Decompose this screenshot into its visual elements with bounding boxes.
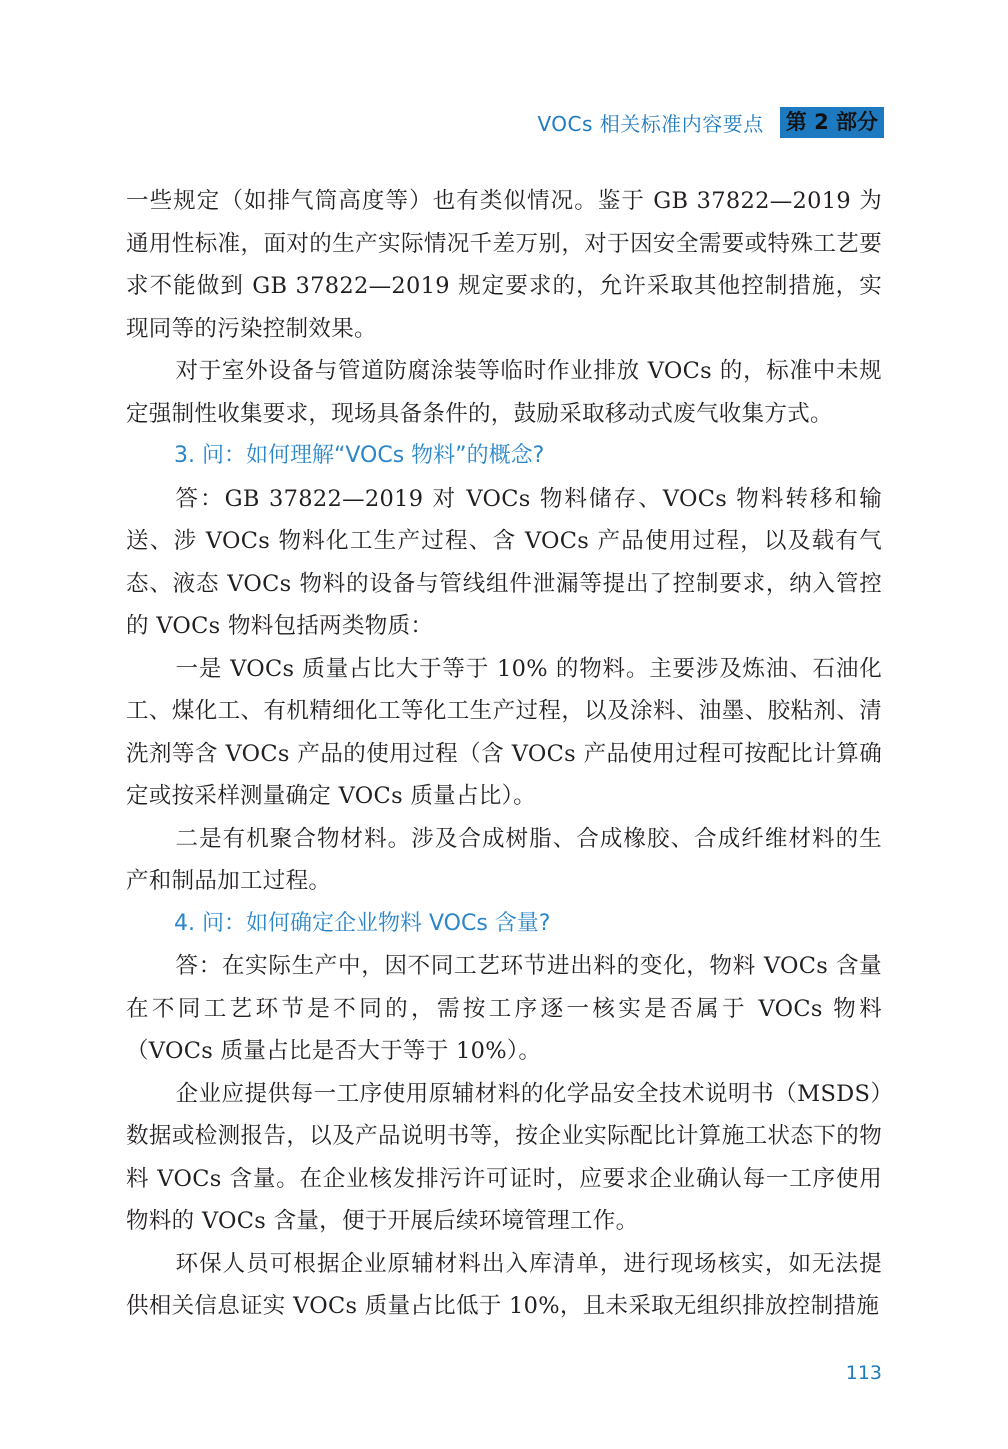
paragraph-category-2: 二是有机聚合物材料。涉及合成树脂、合成橡胶、合成纤维材料的生产和制品加工过程。 [126, 825, 882, 894]
question-4-heading: 4. 问：如何确定企业物料 VOCs 含量? [174, 910, 551, 936]
answer-4-paragraph: 答：在实际生产中，因不同工艺环节进出料的变化，物料 VOCs 含量在不同工艺环节是不同的，需按工序逐一核实是否属于 VOCs 物料（VOCs 质量占比是否大于等于 10%）。 [126, 953, 882, 1064]
header-title: VOCs 相关标准内容要点 [537, 111, 764, 136]
paragraph-1: 一些规定（如排气筒高度等）也有类似情况。鉴于 GB 37822—2019 为通用性标准，面对的生产实际情况千差万别，对于因安全需要或特殊工艺要求不能做到 GB 37822—2019 规定要求的，允许采取其他控制措施，实现同等的污染控制效果。 [126, 188, 882, 342]
page-number: 113 [845, 1362, 882, 1384]
answer-3-paragraph: 答：GB 37822—2019 对 VOCs 物料储存、VOCs 物料转移和输送、涉 VOCs 物料化工生产过程、含 VOCs 产品使用过程，以及载有气态、液态 VOCs 物料的设备与管线组件泄漏等提出了控制要求，纳入管控的 VOCs 物料包括两类物质： [126, 485, 882, 639]
running-header [537, 104, 884, 140]
page-body [126, 180, 882, 1328]
paragraph-2: 对于室外设备与管道防腐涂装等临时作业排放 VOCs 的，标准中未规定强制性收集要求，现场具备条件的，鼓励采取移动式废气收集方式。 [126, 358, 882, 427]
paragraph-category-1: 一是 VOCs 质量占比大于等于 10% 的物料。主要涉及炼油、石油化工、煤化工、有机精细化工等化工生产过程，以及涂料、油墨、胶粘剂、清洗剂等含 VOCs 产品的使用过程（含 VOCs 产品使用过程可按配比计算确定或按采样测量确定 VOCs 质量占比）。 [126, 655, 882, 809]
question-3-heading: 3. 问：如何理解“VOCs 物料”的概念? [174, 443, 545, 468]
paragraph-inspection: 环保人员可根据企业原辅材料出入库清单，进行现场核实，如无法提供相关信息证实 VOCs 质量占比低于 10%，且未采取无组织排放控制措施 [126, 1250, 882, 1319]
part-badge: 第 2 部分 [780, 107, 884, 138]
paragraph-msds: 企业应提供每一工序使用原辅材料的化学品安全技术说明书（MSDS）数据或检测报告，以及产品说明书等，按企业实际配比计算施工状态下的物料 VOCs 含量。在企业核发排污许可证时，应要求企业确认每一工序使用物料的 VOCs 含量，便于开展后续环境管理工作。 [126, 1080, 882, 1234]
